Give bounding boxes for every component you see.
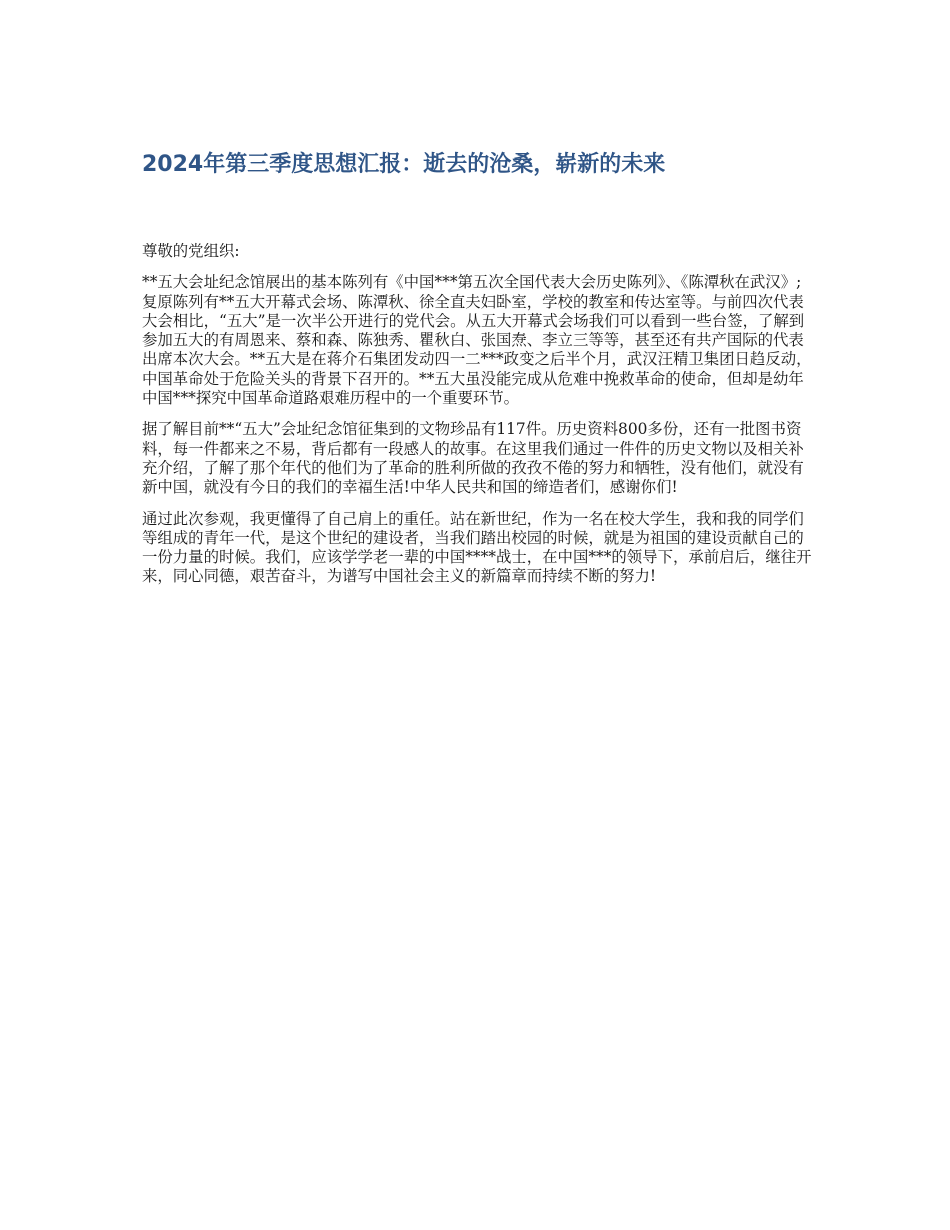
document-body bbox=[142, 242, 814, 599]
body-paragraph-1: **五大会址纪念馆展出的基本陈列有《中国***第五次全国代表大会历史陈列》、《陈潭秋在武汉》;复原陈列有**五大开幕式会场、陈潭秋、徐全直夫妇卧室，学校的教室和传达室等。与前四次代表大会相比，“五大”是一次半公开进行的党代会。从五大开幕式会场我们可以看到一些台签，了解到参加五大的有周恩来、蔡和森、陈独秀、瞿秋白、张国焘、李立三等等，甚至还有共产国际的代表出席本次大会。**五大是在蒋介石集团发动四一二***政变之后半个月，武汉汪精卫集团日趋反动，中国革命处于危险关头的背景下召开的。**五大虽没能完成从危难中挽救革命的使命，但却是幼年中国***探究中国革命道路艰难历程中的一个重要环节。 bbox=[142, 273, 812, 408]
salutation: 尊敬的党组织: bbox=[142, 242, 240, 260]
body-paragraph-2: 据了解目前**“五大”会址纪念馆征集到的文物珍品有117件。历史资料800多份，还有一批图书资料，每一件都来之不易，背后都有一段感人的故事。在这里我们通过一件件的历史文物以及相关补充介绍，了解了那个年代的他们为了革命的胜利所做的孜孜不倦的努力和牺牲，没有他们，就没有新中国，就没有今日的我们的幸福生活!中华人民共和国的缔造者们，感谢你们! bbox=[142, 420, 804, 497]
body-paragraph-3: 通过此次参观，我更懂得了自己肩上的重任。站在新世纪，作为一名在校大学生，我和我的同学们等组成的青年一代，是这个世纪的建设者，当我们踏出校园的时候，就是为祖国的建设贡献自己的一份力量的时候。我们，应该学学老一辈的中国****战士，在中国***的领导下，承前启后，继往开来，同心同德，艰苦奋斗，为谱写中国社会主义的新篇章而持续不断的努力! bbox=[142, 509, 812, 586]
document-title: 2024年第三季度思想汇报：逝去的沧桑，崭新的未来 bbox=[142, 152, 666, 177]
